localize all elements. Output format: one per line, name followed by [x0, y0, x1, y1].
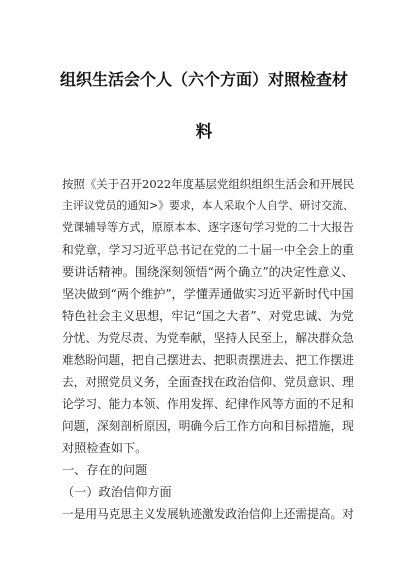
- body-text-line: 论学习、能力本领、作用发挥、纪律作风等方面的不足和: [62, 397, 354, 411]
- body-text-line: 和党章，学习习近平总书记在党的二十届一中全会上的重: [62, 243, 354, 257]
- body-text-line: 对照检查如下。: [62, 441, 148, 455]
- body-text-line: 一是用马克思主义发展轨迹激发政治信仰上还需提高。对: [62, 507, 354, 521]
- body-text-line: 按照《关于召开2022年度基层党组织组织生活会和开展民: [62, 177, 355, 191]
- body-text-line: 主评议党员的通知>》要求，本人采取个人自学、研讨交流、: [62, 199, 354, 212]
- body-text-line: 难愁盼问题，把自己摆进去、把职责摆进去、把工作摆进: [62, 353, 354, 367]
- document-title-line-2: 料: [195, 122, 213, 141]
- body-text-line: 特色社会主义思想，牢记“国之大者”、对党忠诚、为党: [62, 309, 354, 323]
- subsection-heading: （一）政治信仰方面: [62, 485, 172, 499]
- body-text-line: 问题，深刻剖析原因，明确今后工作方向和目标措施，现: [62, 419, 354, 433]
- body-text-line: 去，对照党员义务，全面查找在政治信仰、党员意识、理: [62, 375, 354, 389]
- body-text-line: 坚决做到“两个维护”，学懂弄通做实习近平新时代中国: [62, 287, 354, 301]
- body-text-line: 党课辅导等方式，原原本本、逐字逐句学习党的二十大报告: [62, 221, 354, 234]
- section-heading: 一、存在的问题: [62, 463, 148, 477]
- document-title-line-1: 组织生活会个人（六个方面）对照检查材: [60, 70, 349, 89]
- body-text-line: 分忧、为党尽责、为党奉献，坚持人民至上，解决群众急: [62, 331, 354, 345]
- body-text-line: 要讲话精神。围绕深刻领悟“两个确立”的决定性意义、: [62, 265, 354, 279]
